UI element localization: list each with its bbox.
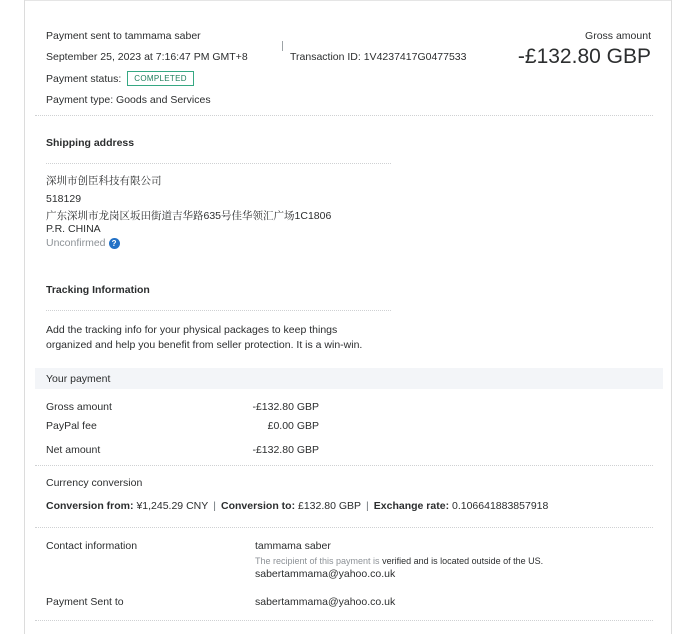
transaction-id: Transaction ID: 1V4237417G0477533 (290, 51, 467, 63)
conversion-line: Conversion from: ¥1,245.29 CNY | Conversion to: £132.80 GBP | Exchange rate: 0.106641883857918 (46, 500, 549, 512)
shipping-separator (46, 163, 391, 164)
tracking-text-2: organized and help you benefit from seller protection. It is a win-win. (46, 339, 363, 351)
payment-sent-to-email: sabertammama@yahoo.co.uk (255, 596, 396, 608)
payment-separator (35, 465, 653, 466)
shipping-line-postcode: 518129 (46, 193, 82, 205)
shipping-status-text: Unconfirmed (46, 237, 106, 249)
currency-heading: Currency conversion (46, 477, 143, 489)
gross-amount-row-label: Gross amount (46, 401, 112, 413)
gross-amount-value: -£132.80 GBP (517, 45, 651, 68)
shipping-line-company: 深圳市创臣科技有限公司 (46, 175, 162, 187)
conversion-from-label: Conversion from: (46, 500, 134, 512)
gross-amount-row-value: -£132.80 GBP (252, 401, 319, 413)
net-amount-row-label: Net amount (46, 444, 101, 456)
contact-note (255, 556, 543, 566)
conversion-from-value: ¥1,245.29 CNY (136, 500, 209, 512)
exchange-rate-label: Exchange rate: (373, 500, 450, 512)
tracking-heading: Tracking Information (46, 284, 150, 296)
transaction-datetime: September 25, 2023 at 7:16:47 PM GMT+8 (46, 51, 248, 63)
info-icon[interactable]: ? (109, 238, 120, 249)
contact-email: sabertammama@yahoo.co.uk (255, 568, 396, 580)
payment-status (46, 71, 194, 86)
paypal-fee-row-label: PayPal fee (46, 420, 97, 432)
tracking-text-1: Add the tracking info for your physical packages to keep things (46, 324, 338, 336)
payment-status-label: Payment status: (46, 73, 122, 85)
contact-note-prefix: The recipient of this payment is (255, 556, 380, 566)
your-payment-band (35, 368, 663, 389)
shipping-line-street: 广东深圳市龙岗区坂田街道吉华路635号佳华领汇广场1C1806 (46, 210, 332, 222)
exchange-rate-value: 0.106641883857918 (451, 500, 549, 512)
contact-note-verified: verified and is located outside of the US. (382, 556, 544, 566)
payment-type: Payment type: Goods and Services (46, 94, 211, 106)
contact-label: Contact information (46, 540, 138, 552)
payment-sent-to-label: Payment Sent to (46, 596, 124, 608)
shipping-status (46, 237, 120, 249)
header-divider (25, 0, 671, 1)
contact-name: tammama saber (255, 540, 331, 552)
summary-separator (35, 115, 653, 116)
paypal-fee-row-value: £0.00 GBP (267, 420, 319, 432)
currency-separator (35, 527, 653, 528)
gross-amount-label: Gross amount (585, 30, 651, 42)
summary-divider (282, 41, 283, 51)
transaction-card (24, 0, 672, 634)
tracking-separator (46, 310, 391, 311)
bottom-separator (35, 620, 653, 621)
payment-sent-to: Payment sent to tammama saber (46, 30, 201, 42)
your-payment-heading: Your payment (46, 373, 111, 385)
shipping-heading: Shipping address (46, 137, 135, 149)
conversion-to-value: £132.80 GBP (298, 500, 362, 512)
conversion-to-label: Conversion to: (220, 500, 296, 512)
net-amount-row-value: -£132.80 GBP (252, 444, 319, 456)
shipping-line-country: P.R. CHINA (46, 223, 101, 235)
status-badge: COMPLETED (127, 71, 194, 86)
